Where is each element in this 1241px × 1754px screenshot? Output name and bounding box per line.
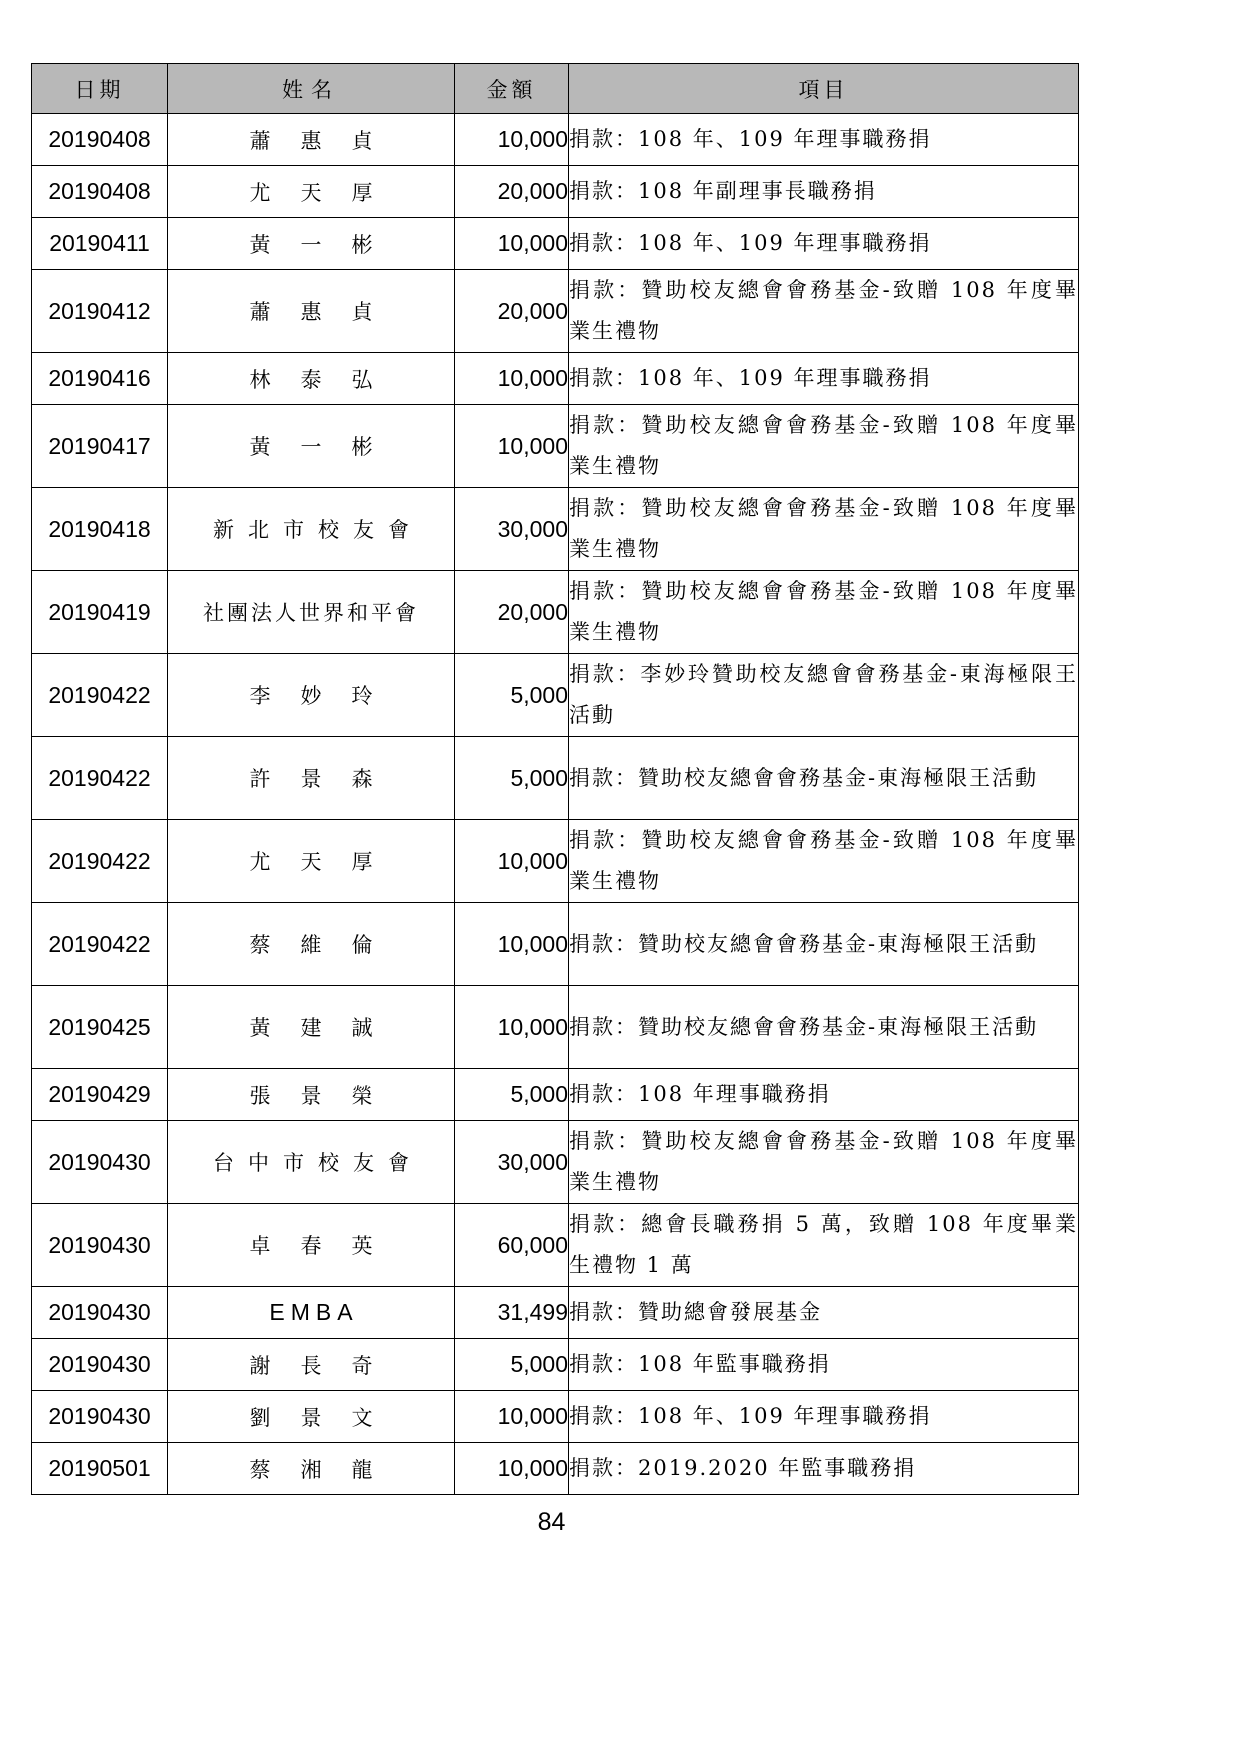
amount-cell: 10,000 (455, 1391, 569, 1443)
table-row (32, 1204, 1079, 1287)
name-cell: 許景森 (168, 737, 455, 820)
amount-cell: 30,000 (455, 488, 569, 571)
amount-cell: 5,000 (455, 654, 569, 737)
table-row (32, 737, 1079, 820)
table-row (32, 166, 1079, 218)
item-cell: 捐款：贊助校友總會會務基金-東海極限王活動 (569, 903, 1079, 986)
table-row (32, 405, 1079, 488)
table-row (32, 218, 1079, 270)
name-cell: 黃建誠 (168, 986, 455, 1069)
amount-cell: 31,499 (455, 1287, 569, 1339)
date-cell: 20190430 (32, 1121, 168, 1204)
amount-cell: 10,000 (455, 114, 569, 166)
item-cell: 捐款：贊助校友總會會務基金-東海極限王活動 (569, 986, 1079, 1069)
item-cell: 捐款：贊助校友總會會務基金-致贈 108 年度畢業生禮物 (569, 270, 1079, 353)
date-cell: 20190418 (32, 488, 168, 571)
page-number: 84 (537, 1508, 566, 1536)
table-row (32, 1121, 1079, 1204)
amount-cell: 10,000 (455, 1443, 569, 1495)
table-row (32, 986, 1079, 1069)
item-cell: 捐款：總會長職務捐 5 萬，致贈 108 年度畢業生禮物 1 萬 (569, 1204, 1079, 1287)
date-cell: 20190422 (32, 737, 168, 820)
date-cell: 20190425 (32, 986, 168, 1069)
name-cell: 黃一彬 (168, 405, 455, 488)
item-cell: 捐款：108 年理事職務捐 (569, 1069, 1079, 1121)
name-cell: 卓春英 (168, 1204, 455, 1287)
item-cell: 捐款：贊助校友總會會務基金-東海極限王活動 (569, 737, 1079, 820)
date-cell: 20190430 (32, 1204, 168, 1287)
amount-cell: 10,000 (455, 353, 569, 405)
name-cell: 蕭惠貞 (168, 114, 455, 166)
date-cell: 20190419 (32, 571, 168, 654)
amount-cell: 30,000 (455, 1121, 569, 1204)
amount-cell: 20,000 (455, 571, 569, 654)
name-cell: 李妙玲 (168, 654, 455, 737)
table-row (32, 571, 1079, 654)
table-row (32, 1339, 1079, 1391)
table-row (32, 488, 1079, 571)
amount-cell: 60,000 (455, 1204, 569, 1287)
item-cell: 捐款：贊助校友總會會務基金-致贈 108 年度畢業生禮物 (569, 1121, 1079, 1204)
table-row (32, 1443, 1079, 1495)
name-cell: 台中市校友會 (168, 1121, 455, 1204)
name-cell: 社團法人世界和平會 (168, 571, 455, 654)
name-cell: 張景榮 (168, 1069, 455, 1121)
name-cell: EMBA (168, 1287, 455, 1339)
amount-cell: 5,000 (455, 1339, 569, 1391)
name-cell: 謝長奇 (168, 1339, 455, 1391)
table-row (32, 903, 1079, 986)
item-cell: 捐款：108 年、109 年理事職務捐 (569, 1391, 1079, 1443)
item-cell: 捐款：贊助校友總會會務基金-致贈 108 年度畢業生禮物 (569, 571, 1079, 654)
item-cell: 捐款：贊助校友總會會務基金-致贈 108 年度畢業生禮物 (569, 488, 1079, 571)
date-cell: 20190408 (32, 114, 168, 166)
name-cell: 劉景文 (168, 1391, 455, 1443)
table-row (32, 114, 1079, 166)
name-cell: 林泰弘 (168, 353, 455, 405)
name-cell: 蔡維倫 (168, 903, 455, 986)
name-cell: 蕭惠貞 (168, 270, 455, 353)
date-cell: 20190412 (32, 270, 168, 353)
item-cell: 捐款：108 年、109 年理事職務捐 (569, 353, 1079, 405)
item-cell: 捐款：108 年、109 年理事職務捐 (569, 218, 1079, 270)
table-row (32, 353, 1079, 405)
name-cell: 尤天厚 (168, 820, 455, 903)
item-cell: 捐款：贊助校友總會會務基金-致贈 108 年度畢業生禮物 (569, 820, 1079, 903)
table-header-row (32, 64, 1079, 114)
table-row (32, 1391, 1079, 1443)
date-cell: 20190422 (32, 820, 168, 903)
date-cell: 20190430 (32, 1339, 168, 1391)
item-cell: 捐款：李妙玲贊助校友總會會務基金-東海極限王活動 (569, 654, 1079, 737)
name-cell: 新北市校友會 (168, 488, 455, 571)
date-cell: 20190429 (32, 1069, 168, 1121)
amount-cell: 5,000 (455, 737, 569, 820)
name-cell: 尤天厚 (168, 166, 455, 218)
item-cell: 捐款：108 年副理事長職務捐 (569, 166, 1079, 218)
table-row (32, 820, 1079, 903)
date-cell: 20190430 (32, 1391, 168, 1443)
name-cell: 蔡湘龍 (168, 1443, 455, 1495)
date-cell: 20190416 (32, 353, 168, 405)
table-row (32, 1287, 1079, 1339)
table-row (32, 1069, 1079, 1121)
date-cell: 20190408 (32, 166, 168, 218)
name-cell: 黃一彬 (168, 218, 455, 270)
item-cell: 捐款：贊助總會發展基金 (569, 1287, 1079, 1339)
amount-cell: 10,000 (455, 986, 569, 1069)
item-cell: 捐款：108 年監事職務捐 (569, 1339, 1079, 1391)
amount-cell: 20,000 (455, 166, 569, 218)
table-row (32, 654, 1079, 737)
date-cell: 20190422 (32, 903, 168, 986)
date-cell: 20190422 (32, 654, 168, 737)
table-row (32, 270, 1079, 353)
amount-cell: 10,000 (455, 820, 569, 903)
header-amount: 金額 (455, 64, 569, 114)
date-cell: 20190501 (32, 1443, 168, 1495)
donation-table (31, 63, 1079, 1495)
item-cell: 捐款：贊助校友總會會務基金-致贈 108 年度畢業生禮物 (569, 405, 1079, 488)
amount-cell: 5,000 (455, 1069, 569, 1121)
amount-cell: 10,000 (455, 405, 569, 488)
header-item: 項目 (569, 64, 1079, 114)
date-cell: 20190430 (32, 1287, 168, 1339)
amount-cell: 10,000 (455, 218, 569, 270)
date-cell: 20190417 (32, 405, 168, 488)
date-cell: 20190411 (32, 218, 168, 270)
amount-cell: 20,000 (455, 270, 569, 353)
header-date: 日期 (32, 64, 168, 114)
item-cell: 捐款：2019.2020 年監事職務捐 (569, 1443, 1079, 1495)
header-name: 姓名 (168, 64, 455, 114)
amount-cell: 10,000 (455, 903, 569, 986)
item-cell: 捐款：108 年、109 年理事職務捐 (569, 114, 1079, 166)
